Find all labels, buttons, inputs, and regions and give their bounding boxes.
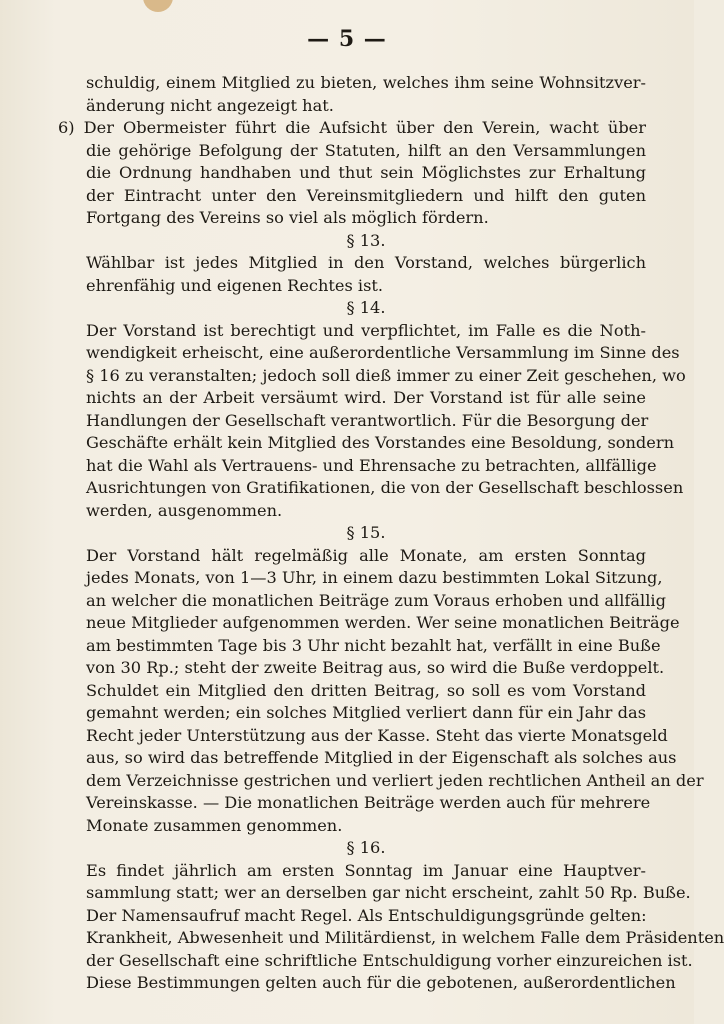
text-line: Diese Bestimmungen gelten auch für die gebotenen, außerordentlichen <box>86 973 676 992</box>
text-line: aus, so wird das betreffende Mitglied in der Eigenschaft als solches aus <box>86 748 677 767</box>
text-line: Ausrichtungen von Gratifikationen, die von der Gesellschaft beschlossen <box>86 478 684 497</box>
text-line: die Ordnung handhaben und thut sein Möglichstes zur Erhaltung <box>86 163 646 182</box>
text-line: § 16 zu veranstalten; jedoch soll dieß immer zu einer Zeit geschehen, wo <box>86 365 686 385</box>
text-line: am bestimmten Tage bis 3 Uhr nicht bezahlt hat, verfällt in eine Buße <box>86 635 661 655</box>
text-line: wendigkeit erheischt, eine außerordentliche Versammlung im Sinne des <box>86 343 680 362</box>
text-line: die gehörige Befolgung der Statuten, hilft an den Versammlungen <box>86 140 646 160</box>
page-number: — 5 — <box>307 26 387 52</box>
text-line: der Eintracht unter den Vereinsmitgliedern und hilft den guten <box>86 185 646 205</box>
text-line: dem Verzeichnisse gestrichen und verliert jeden rechtlichen Antheil an der <box>86 770 704 790</box>
text-line: Es findet jährlich am ersten Sonntag im Januar eine Hauptver- <box>86 860 646 880</box>
text-line: schuldig, einem Mitglied zu bieten, welches ihm seine Wohnsitzver- <box>86 73 646 92</box>
document-body <box>58 72 724 995</box>
text-line: werden, ausgenommen. <box>86 500 283 520</box>
text-line: Geschäfte erhält kein Mitglied des Vorstandes eine Besoldung, sondern <box>86 433 675 452</box>
text-line: Der Vorstand hält regelmäßig alle Monate, am ersten Sonntag <box>86 545 646 565</box>
text-line: Handlungen der Gesellschaft verantwortlich. Für die Besorgung der <box>86 410 649 430</box>
text-line: Vereinskasse. — Die monatlichen Beiträge werden auch für mehrere <box>86 793 651 812</box>
paper-tab-mark <box>143 0 173 12</box>
text-line: Der Vorstand ist berechtigt und verpflichtet, im Falle es die Noth- <box>86 320 646 340</box>
text-line: neue Mitglieder aufgenommen werden. Wer seine monatlichen Beiträge <box>86 613 680 632</box>
text-line: nichts an der Arbeit versäumt wird. Der Vorstand ist für alle seine <box>86 388 646 407</box>
section-heading: § 13. <box>346 230 386 250</box>
text-line: von 30 Rp.; steht der zweite Beitrag aus, so wird die Buße verdoppelt. <box>86 658 665 677</box>
text-line: sammlung statt; wer an derselben gar nicht erscheint, zahlt 50 Rp. Buße. <box>86 883 691 902</box>
text-line: Krankheit, Abwesenheit und Militärdienst, in welchem Falle dem Präsidenten <box>86 928 724 947</box>
text-line: ehrenfähig und eigenen Rechtes ist. <box>86 275 384 295</box>
text-line: an welcher die monatlichen Beiträge zum Voraus erhoben und allfällig <box>86 590 666 610</box>
text-line: gemahnt werden; ein solches Mitglied verliert dann für ein Jahr das <box>86 703 646 722</box>
text-line: 6) Der Obermeister führt die Aufsicht über den Verein, wacht über <box>58 118 646 137</box>
text-line: der Gesellschaft eine schriftliche Entschuldigung vorher einzureichen ist. <box>86 950 693 970</box>
text-line: jedes Monats, von 1—3 Uhr, in einem dazu bestimmten Lokal Sitzung, <box>86 568 663 587</box>
text-line: Fortgang des Vereins so viel als möglich fördern. <box>86 208 489 227</box>
text-line: Monate zusammen genommen. <box>86 815 343 835</box>
text-line: Schuldet ein Mitglied den dritten Beitrag, so soll es vom Vorstand <box>86 680 646 700</box>
section-heading: § 16. <box>346 838 386 857</box>
text-line: änderung nicht angezeigt hat. <box>86 95 334 115</box>
text-line: Der Namensaufruf macht Regel. Als Entschuldigungsgründe gelten: <box>86 905 647 925</box>
text-line: hat die Wahl als Vertrauens- und Ehrensache zu betrachten, allfällige <box>86 455 657 475</box>
text-line: Wählbar ist jedes Mitglied in den Vorstand, welches bürgerlich <box>86 253 646 272</box>
text-line: Recht jeder Unterstützung aus der Kasse. Steht das vierte Monatsgeld <box>86 725 668 745</box>
section-heading: § 14. <box>346 298 386 317</box>
section-heading: § 15. <box>346 523 386 542</box>
